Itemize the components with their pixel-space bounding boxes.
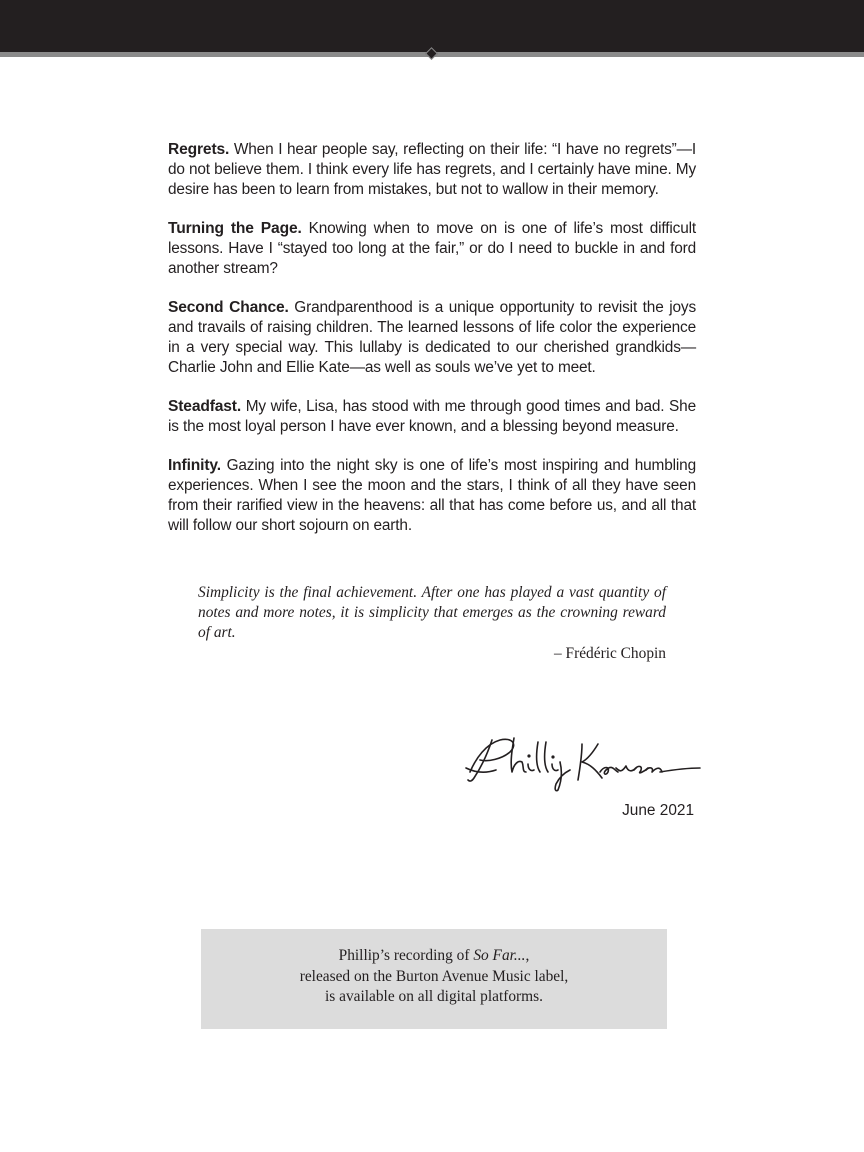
quote-text: Simplicity is the final achievement. After one has played a vast quantity of notes and more notes, it is simplicity that emerges as the crowning reward of art. <box>198 584 666 641</box>
note-second-chance <box>168 298 696 378</box>
album-title: So Far... <box>473 947 526 964</box>
note-text: Knowing when to move on is one of life’s most difficult lessons. Have I “stayed too long at the fair,” or do I need to buckle in and ford another stream? <box>168 220 697 277</box>
note-regrets <box>168 140 696 200</box>
signature-date: June 2021 <box>622 802 694 819</box>
promo-line-1-prefix: Phillip’s recording of <box>338 947 474 964</box>
promo-line-1-suffix: , <box>525 947 530 964</box>
note-turning-the-page <box>168 219 696 279</box>
note-steadfast <box>168 397 696 437</box>
note-text: My wife, Lisa, has stood with me through good times and bad. She is the most loyal person I have ever known, and a blessing beyond measure. <box>168 398 696 435</box>
note-term: Infinity. <box>168 457 221 474</box>
epigraph-quote <box>198 583 666 664</box>
note-term: Second Chance. <box>168 299 289 316</box>
note-term: Turning the Page. <box>168 220 302 237</box>
program-notes <box>168 140 696 555</box>
note-text: When I hear people say, reflecting on their life: “I have no regrets”—I do not believe them. I think every life has regrets, and I certainly have mine. My desire has been to learn from mistakes, but not to wallow in their memory. <box>168 141 696 198</box>
promo-line-2: released on the Burton Avenue Music label, <box>299 967 569 985</box>
note-term: Regrets. <box>168 141 230 158</box>
recording-promo-box <box>201 929 667 1029</box>
promo-line-1 <box>201 946 667 967</box>
note-text: Gazing into the night sky is one of life’s most inspiring and humbling experiences. When I see the moon and the stars, I think of all they have seen from their rarified view in the heavens: all that has come before us, and all that will follow our short sojourn on earth. <box>168 457 696 534</box>
promo-line-3: is available on all digital platforms. <box>325 988 543 1005</box>
note-infinity <box>168 456 696 536</box>
note-term: Steadfast. <box>168 398 242 415</box>
handwritten-signature <box>462 728 704 794</box>
note-text: Grandparenthood is a unique opportunity to revisit the joys and travails of raising children. The learned lessons of life color the experience in a very special way. This lullaby is dedicated to our cherished grandkids—Charlie John and Ellie Kate—as well as souls we’ve yet to meet. <box>168 299 697 376</box>
quote-author: – Frédéric Chopin <box>554 645 666 662</box>
header-band <box>0 0 864 52</box>
